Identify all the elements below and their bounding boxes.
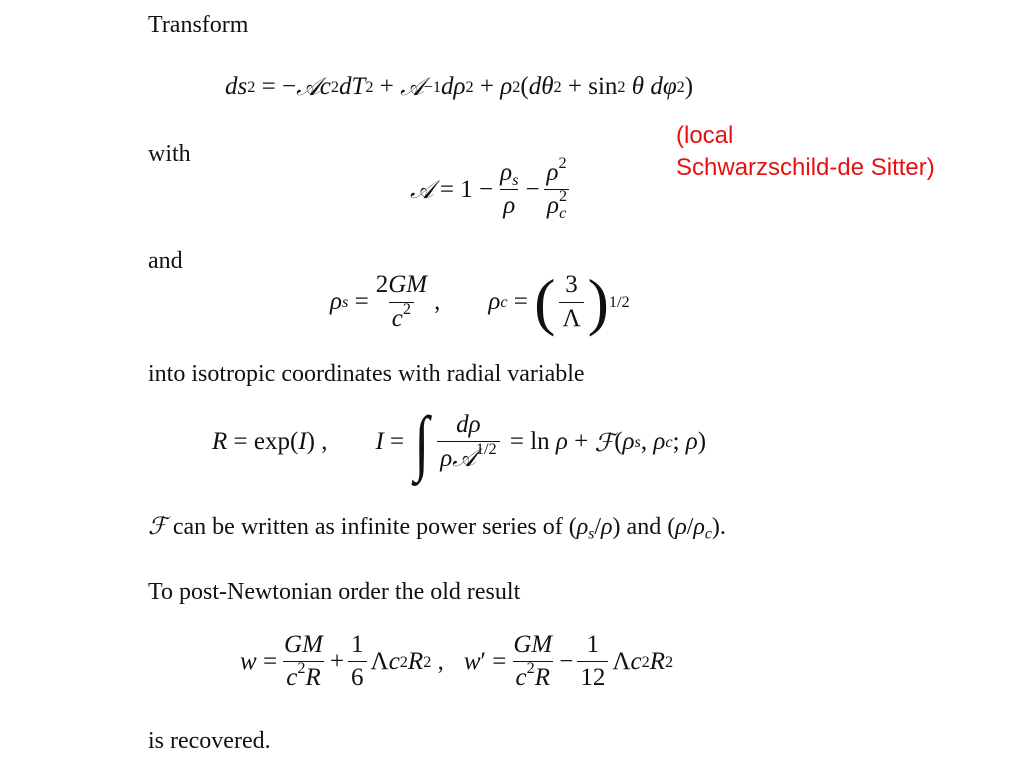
text-is-recovered: is recovered. [148,728,271,754]
fraction-2gm-over-c2: $\frac{2GM}{c^2}$ [375,271,428,332]
series-text: can be written as infinite power series of [172,514,563,540]
fraction-rho2-over-rhoc2: $\frac{\rho^2}{\rho^2_c}$ [544,160,570,220]
radial-variable-equation: R = exp( I ) , I = ∫ $\frac{d\rho}{\rho 𝒜^{1/2}}$ = ln ρ + ℱ ( ρ s , ρ c ; ρ ) [212,401,707,483]
fraction-rhos-over-rho: $\frac{\rho_s}{\rho}$ [500,159,519,220]
fraction-1-over-6: $\frac{1}{6}$ [348,632,367,692]
annotation-line-1: (local [676,122,734,149]
annotation-line-2: Schwarzschild-de Sitter) [676,153,935,181]
post-newtonian-equation: w = $\frac{GM}{c^2R}$ + $\frac{1}{6}$ Λ c 2 R 2 , w ′ = $\frac{GM}{c^2R}$ − $\frac{1}{12}$ Λ c 2 R 2 [240,631,674,692]
rho-definitions-equation: ρ s = $\frac{2GM}{c^2}$ , ρ c = ( $\frac{3}{\Lambda}$ ) 1/2 [330,266,630,337]
metric-equation: ds 2 = − 𝒜 c 2 dT 2 + 𝒜 −1 dρ 2 + ρ 2 ( dθ 2 + sin 2 θ dφ 2 ) [225,72,694,101]
text-transform: Transform [148,12,249,38]
fraction-gm-over-c2r-2: $\frac{GM}{c^2R}$ [513,631,553,692]
fraction-drho-over-rhoA: $\frac{d\rho}{\rho 𝒜^{1/2}}$ [437,412,499,473]
text-power-series: ℱ can be written as infinite power series of $(\rho_s/\rho)$ and $(\rho/\rho_c)$. [148,512,726,543]
fraction-1-over-12: $\frac{1}{12}$ [577,632,608,692]
text-post-newtonian: To post-Newtonian order the old result [148,579,521,605]
a-definition-equation: 𝒜 = 1 − $\frac{\rho_s}{\rho}$ − $\frac{\rho^2}{\rho^2_c}$ [410,160,574,220]
text-isotropic-coordinates: into isotropic coordinates with radial variable [148,361,585,387]
text-with: with [148,141,191,167]
annotation-note [676,120,935,183]
fraction-gm-over-c2r: $\frac{GM}{c^2R}$ [284,631,323,692]
text-and: and [148,248,183,274]
fraction-3-over-lambda: $\frac{3}{\Lambda}$ [559,272,583,332]
